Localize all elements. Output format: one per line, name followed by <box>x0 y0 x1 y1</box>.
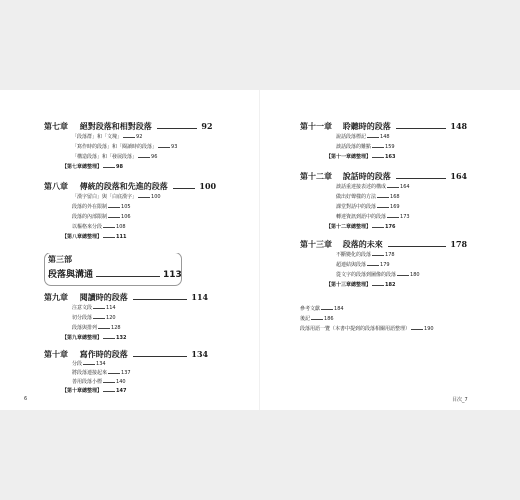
leader-line <box>93 317 105 319</box>
toc-section <box>72 306 116 311</box>
chapter-page: 164 <box>450 171 468 181</box>
leader-line <box>387 186 399 188</box>
section-title: 段落的內部限制 <box>72 214 108 220</box>
section-page: 164 <box>400 184 410 190</box>
section-title: 「構造段落」和「發展段落」 <box>72 154 138 160</box>
section-title: 【第七章總整理】 <box>62 164 103 170</box>
leader-line <box>108 216 120 218</box>
toc-section <box>72 145 177 150</box>
back-matter-title: 參考文獻 <box>300 306 321 312</box>
part-heading <box>48 267 182 280</box>
section-page: 98 <box>116 164 123 170</box>
toc-back-matter <box>300 307 344 312</box>
toc-section <box>72 362 106 367</box>
section-page: 134 <box>96 361 106 367</box>
part-page: 113 <box>163 270 182 280</box>
section-page: 93 <box>171 144 178 150</box>
leader-line <box>157 127 197 129</box>
toc-section-review <box>326 225 395 230</box>
part-title: 段落與溝通 <box>48 270 94 280</box>
toc-section <box>336 253 395 258</box>
section-page: 120 <box>106 315 116 321</box>
gutter <box>259 90 260 410</box>
chapter-page: 148 <box>450 121 468 131</box>
section-page: 92 <box>136 134 143 140</box>
chapter-number: 第七章 <box>44 121 68 131</box>
back-matter-title: 後記 <box>300 316 311 322</box>
section-title: 說話段落標記 <box>336 134 367 140</box>
chapter-number: 第十章 <box>44 349 68 359</box>
section-title: 談話重達接表述的構成 <box>336 184 387 190</box>
toc-section <box>72 380 126 385</box>
leader-line <box>372 254 384 256</box>
leader-line <box>387 216 399 218</box>
section-title: 【第九章總整理】 <box>62 335 103 341</box>
section-page: 137 <box>121 370 131 376</box>
leader-line <box>103 226 115 228</box>
toc-section-review <box>62 389 126 394</box>
toc-section <box>336 205 400 210</box>
leader-line <box>108 372 120 374</box>
chapter-page: 134 <box>191 349 209 359</box>
leader-line <box>108 206 120 208</box>
section-page: 169 <box>390 204 400 210</box>
bottom-margin <box>0 410 520 500</box>
leader-line <box>158 146 170 148</box>
toc-back-matter <box>300 317 334 322</box>
toc-chapter <box>300 240 467 248</box>
toc-chapter <box>44 293 208 301</box>
leader-line <box>372 156 384 158</box>
section-title: 【第十二章總整理】 <box>326 224 372 230</box>
back-matter-page: 190 <box>424 326 434 332</box>
section-title: 善用段落小標 <box>72 379 103 385</box>
leader-line <box>377 196 389 198</box>
toc-section-review <box>326 283 395 288</box>
leader-line <box>103 236 115 238</box>
section-page: 182 <box>385 282 396 288</box>
chapter-title: 絕對段落和相對段落 <box>79 121 152 131</box>
page-number-left: 6 <box>24 396 28 402</box>
leader-line <box>396 177 446 179</box>
section-page: 148 <box>380 134 390 140</box>
toc-section <box>72 225 126 230</box>
top-margin <box>0 0 520 90</box>
chapter-number: 第十一章 <box>300 121 332 131</box>
toc-chapter <box>300 172 467 180</box>
leader-line <box>93 307 105 309</box>
leader-line <box>388 245 446 247</box>
chapter-title: 段落的未來 <box>342 239 383 249</box>
toc-section <box>72 155 157 160</box>
toc-section-review <box>62 336 126 341</box>
section-page: 179 <box>380 262 390 268</box>
chapter-page: 92 <box>201 121 213 131</box>
section-title: 談話段落的難點 <box>336 144 372 150</box>
section-title: 轉達資訊到語中的段落 <box>336 214 387 220</box>
section-title: 超連結與段落 <box>336 262 367 268</box>
toc-section <box>336 145 395 150</box>
chapter-title: 閱讀時的段落 <box>79 292 128 302</box>
part-label: 第三部 <box>48 255 72 264</box>
toc-section <box>336 195 400 200</box>
toc-section-review <box>62 165 123 170</box>
leader-line <box>103 390 115 392</box>
leader-line <box>123 136 135 138</box>
toc-section <box>72 195 161 200</box>
section-page: 178 <box>385 252 395 258</box>
back-matter-page: 184 <box>334 306 344 312</box>
leader-line <box>83 363 95 365</box>
section-title: 課堂對話中的段落 <box>336 204 377 210</box>
toc-section-review <box>62 235 126 240</box>
chapter-title: 聆聽時的段落 <box>342 121 391 131</box>
section-title: 「漢字留白」與「白底漢字」 <box>72 194 138 200</box>
toc-section <box>72 205 131 210</box>
section-title: 【第十章總整理】 <box>62 388 103 394</box>
leader-line <box>367 136 379 138</box>
leader-line <box>372 146 384 148</box>
leader-line <box>377 206 389 208</box>
toc-section-review <box>326 155 395 160</box>
leader-line <box>411 328 423 330</box>
chapter-title: 傳統的段落和先進的段落 <box>79 181 168 191</box>
section-page: 108 <box>116 224 126 230</box>
toc-section <box>72 135 142 140</box>
toc-chapter <box>300 122 467 130</box>
chapter-number: 第十二章 <box>300 171 332 181</box>
chapter-page: 178 <box>450 239 468 249</box>
chapter-number: 第八章 <box>44 181 68 191</box>
section-page: 176 <box>385 224 396 230</box>
chapter-page: 114 <box>191 292 209 302</box>
chapter-number: 第十三章 <box>300 239 332 249</box>
toc-chapter <box>44 350 208 358</box>
section-page: 168 <box>390 194 400 200</box>
leader-line <box>311 318 323 320</box>
section-title: 不斷變化的段落 <box>336 252 372 258</box>
section-page: 111 <box>116 234 127 240</box>
leader-line <box>397 274 409 276</box>
toc-back-matter <box>300 327 434 332</box>
section-page: 159 <box>385 144 395 150</box>
section-title: 段落的外在限制 <box>72 204 108 210</box>
leader-line <box>133 355 187 357</box>
leader-line <box>103 337 115 339</box>
toc-section <box>336 135 390 140</box>
leader-line <box>396 127 446 129</box>
leader-line <box>173 187 195 189</box>
chapter-number: 第九章 <box>44 292 68 302</box>
back-matter-page: 186 <box>324 316 334 322</box>
section-page: 114 <box>106 305 116 311</box>
section-title: 「段落群」和「文塊」 <box>72 134 123 140</box>
toc-section <box>336 185 410 190</box>
section-title: 從文字的段落到圖像的段落 <box>336 272 397 278</box>
toc-section <box>336 215 410 220</box>
section-title: 【第八章總整理】 <box>62 234 103 240</box>
leader-line <box>372 284 384 286</box>
section-page: 180 <box>410 272 420 278</box>
section-page: 128 <box>111 325 121 331</box>
section-page: 132 <box>116 335 127 341</box>
section-title: 注意文段 <box>72 305 93 311</box>
section-title: 【第十一章總整理】 <box>326 154 372 160</box>
leader-line <box>138 196 150 198</box>
leader-line <box>98 327 110 329</box>
leader-line <box>103 381 115 383</box>
toc-section <box>72 215 131 220</box>
toc-section <box>72 316 116 321</box>
chapter-page: 100 <box>199 181 217 191</box>
chapter-title: 寫作時的段落 <box>79 349 128 359</box>
toc-section <box>336 263 390 268</box>
toc-chapter <box>44 122 213 130</box>
section-title: 將段落連接起來 <box>72 370 108 376</box>
leader-line <box>321 308 333 310</box>
section-page: 105 <box>121 204 131 210</box>
section-title: 做出好聲樣的方法 <box>336 194 377 200</box>
section-page: 163 <box>385 154 396 160</box>
back-matter-title: 段落用語一覽（本書中提到的段落相關用語整理） <box>300 326 411 332</box>
leader-line <box>133 298 187 300</box>
section-title: 「寫作時的段落」和「閱讀時的段落」 <box>72 144 158 150</box>
leader-line <box>96 275 160 277</box>
toc-section <box>72 326 121 331</box>
section-title: 【第十三章總整理】 <box>326 282 372 288</box>
toc-section <box>72 371 131 376</box>
section-page: 140 <box>116 379 126 385</box>
section-page: 106 <box>121 214 131 220</box>
section-page: 100 <box>151 194 161 200</box>
section-page: 173 <box>400 214 410 220</box>
leader-line <box>367 264 379 266</box>
toc-chapter <box>44 182 216 190</box>
leader-line <box>372 226 384 228</box>
section-title: 分段 <box>72 361 83 367</box>
section-page: 147 <box>116 388 127 394</box>
section-title: 切分段落 <box>72 315 93 321</box>
section-title: 以樞格來分段 <box>72 224 103 230</box>
section-page: 96 <box>151 154 158 160</box>
page-number-right: 目次_7 <box>452 397 468 403</box>
toc-section <box>336 273 420 278</box>
leader-line <box>138 156 150 158</box>
leader-line <box>103 166 115 168</box>
section-title: 段落與排列 <box>72 325 98 331</box>
chapter-title: 說話時的段落 <box>342 171 391 181</box>
